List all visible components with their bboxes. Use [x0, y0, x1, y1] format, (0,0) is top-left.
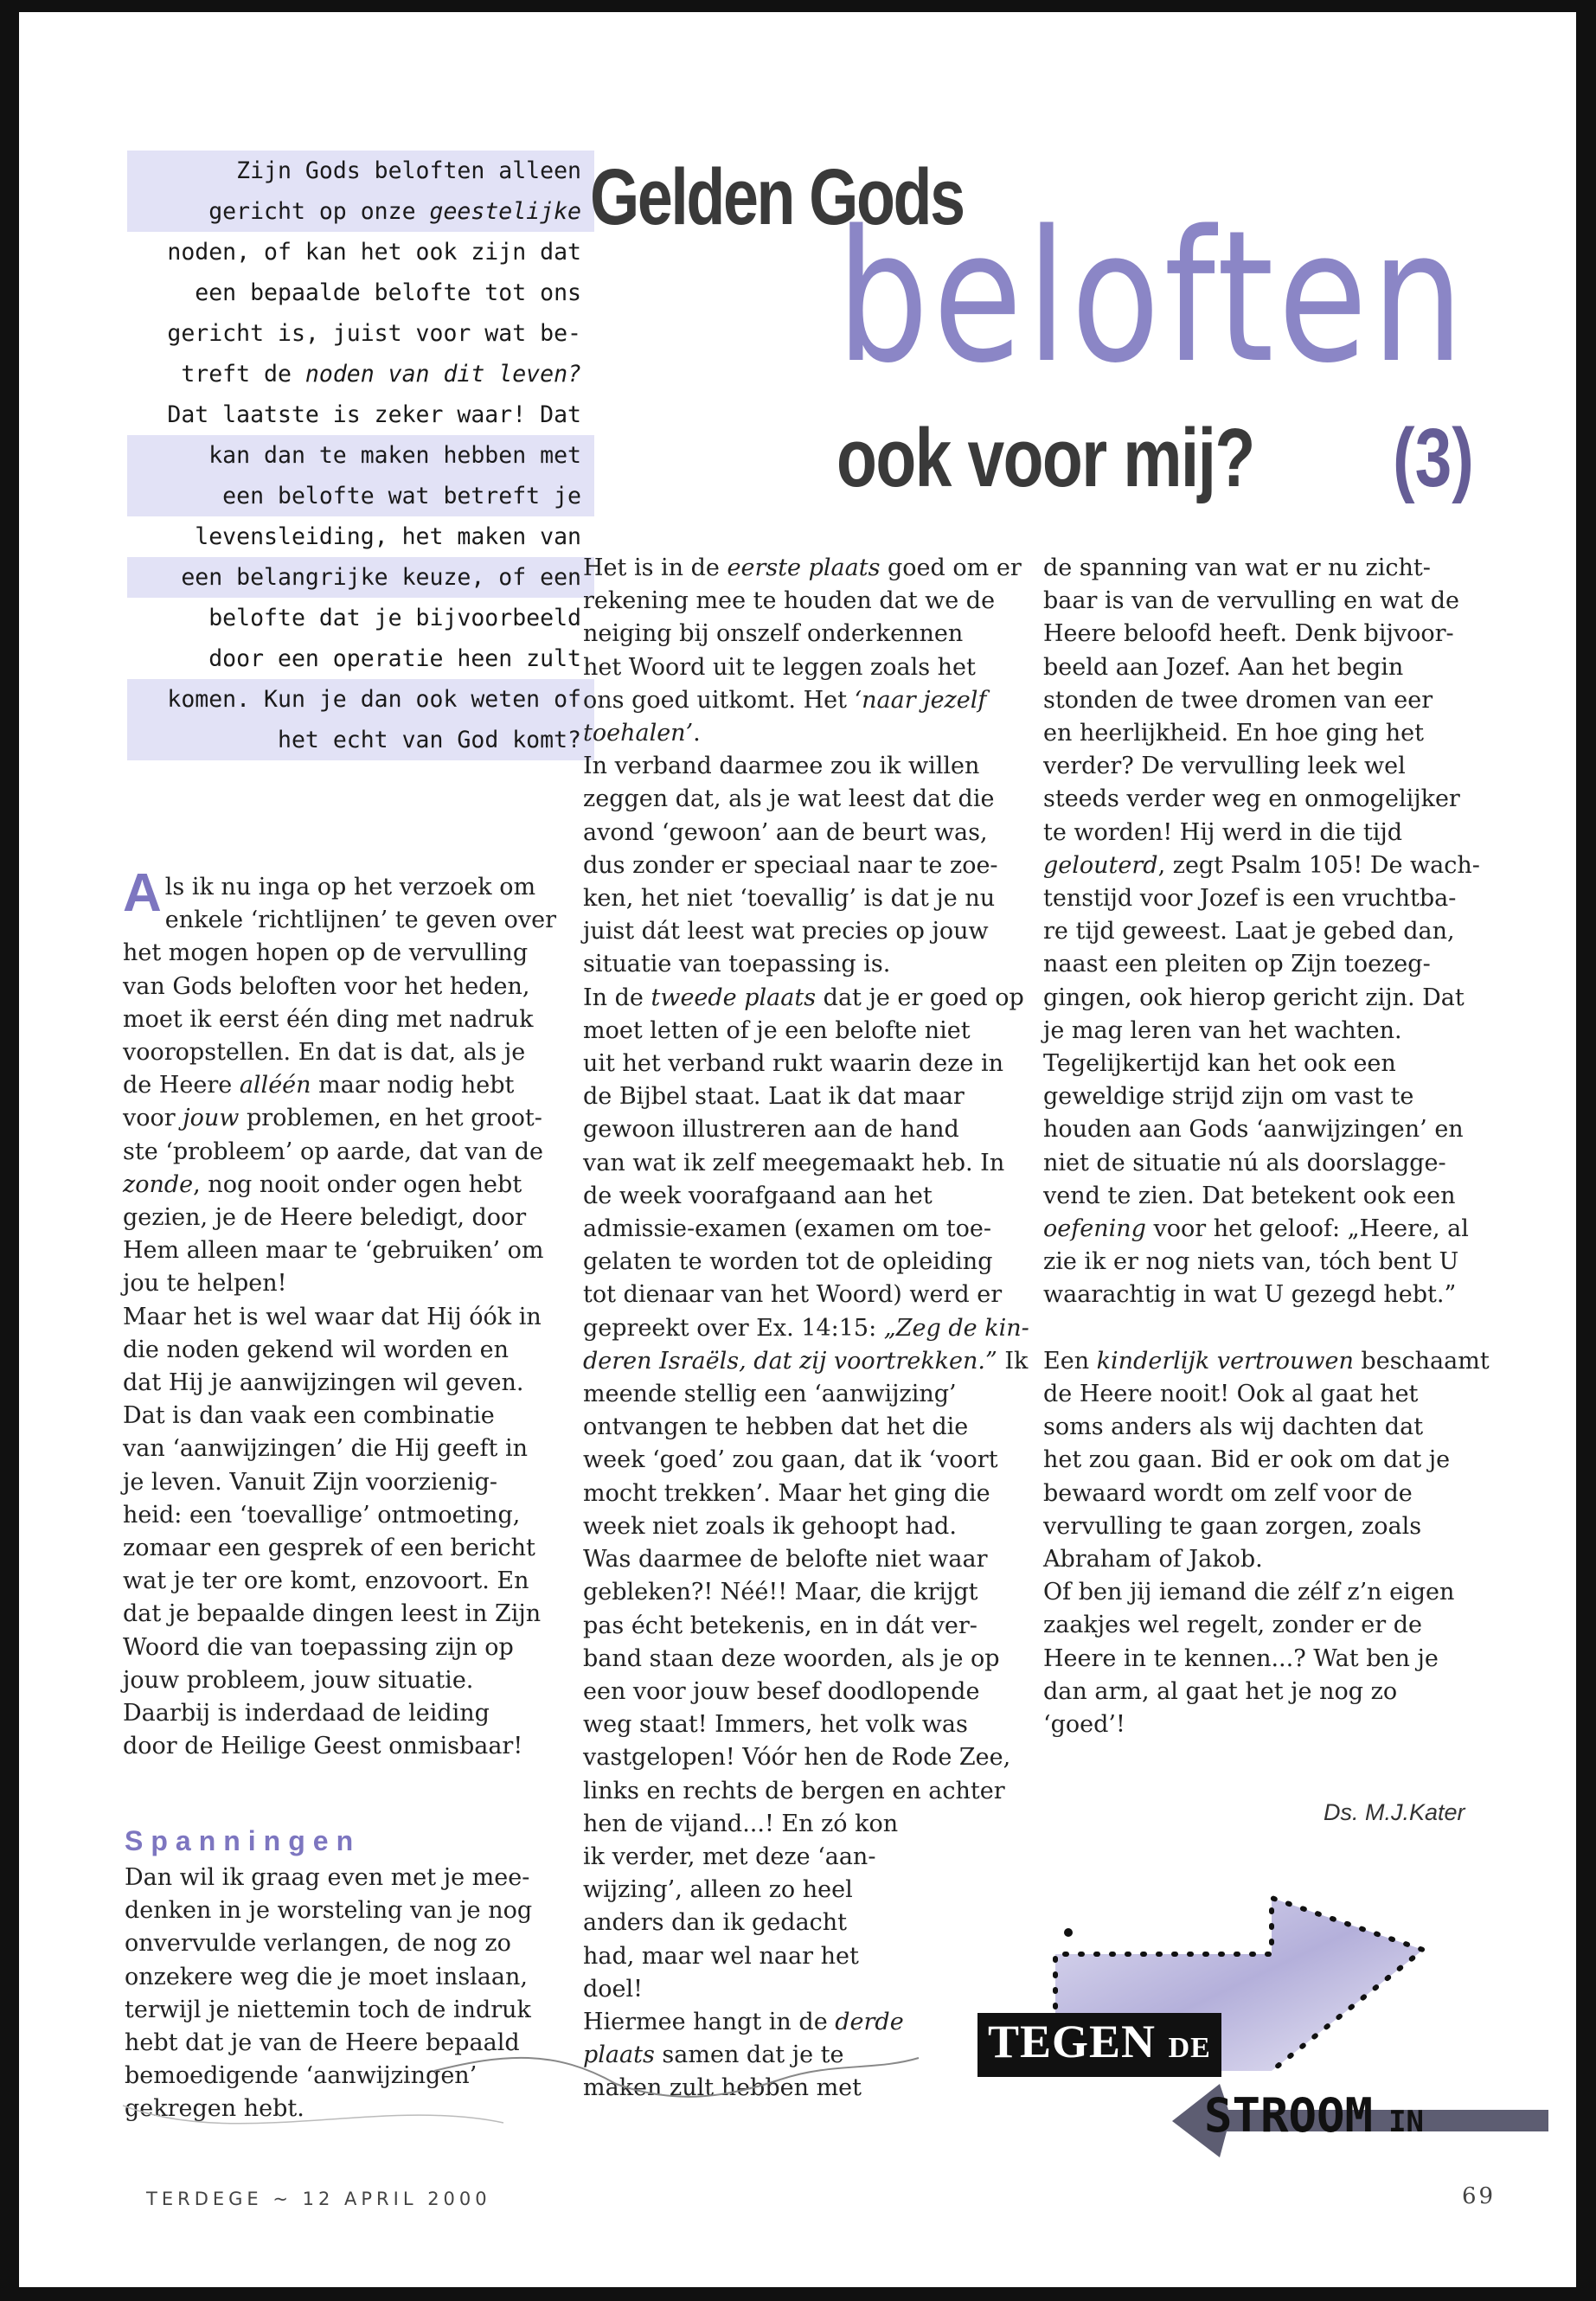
text-line: [123, 1730, 573, 1763]
text-run: de Heere: [123, 1072, 240, 1099]
intro-pullquote: [127, 151, 594, 760]
text-run: moet letten of je een belofte niet: [583, 1016, 971, 1044]
text-run: ste ‘probleem’ op aarde, dat van de: [123, 1138, 543, 1165]
text-line: [583, 684, 1029, 717]
text-run: Een: [1043, 1347, 1097, 1375]
text-line: [123, 904, 573, 937]
text-line: [1043, 1378, 1489, 1411]
text-line: [583, 915, 1029, 948]
text-run: en heerlijkheid. En hoe ging het: [1043, 720, 1424, 747]
italic-text: toehalen’: [583, 720, 694, 747]
page-number: 69: [1462, 2183, 1497, 2209]
text-run: een bepaalde belofte tot ons: [195, 279, 581, 306]
text-run: ik verder, met deze ‘aan-: [583, 1843, 876, 1870]
text-run: jouw probleem, jouw situatie.: [123, 1666, 474, 1694]
intro-line: [127, 638, 594, 679]
text-line: [1043, 618, 1489, 651]
logo-word-tegen: TEGEN DE: [977, 2013, 1221, 2077]
italic-text: kinderlijk vertrouwen: [1096, 1347, 1354, 1375]
text-line: [583, 1411, 1029, 1444]
text-run: , nog nooit onder ogen hebt: [193, 1170, 522, 1198]
text-line: [583, 882, 1029, 915]
intro-line: [127, 272, 594, 313]
intro-line: [127, 313, 594, 354]
text-run: soms anders als wij dachten dat: [1043, 1413, 1424, 1441]
text-run: .: [693, 720, 701, 747]
text-line: [1043, 849, 1489, 882]
text-run: mocht trekken’. Maar het ging die: [583, 1479, 990, 1507]
text-line: [123, 1433, 573, 1465]
title-line-3: ook voor mij?: [836, 412, 1254, 504]
text-line: [123, 937, 573, 970]
text-run: bewaard wordt om zelf voor de: [1043, 1479, 1413, 1507]
text-run: Of ben jij iemand die zélf z’n eigen: [1043, 1579, 1455, 1606]
text-run: meende stellig een ‘aanwijzing’: [583, 1381, 957, 1408]
text-line: [123, 1532, 573, 1565]
text-line: [1043, 1444, 1489, 1477]
text-run: gelaten te worden tot de opleiding: [583, 1248, 993, 1276]
text-run: week ‘goed’ zou gaan, dat ik ‘voort: [583, 1446, 998, 1474]
italic-text: „Zeg de kin-: [883, 1314, 1029, 1342]
italic-text: plaats: [583, 2041, 655, 2069]
italic-text: oefening: [1043, 1215, 1146, 1243]
text-line: [123, 1036, 573, 1069]
text-run: enkele ‘richtlijnen’ te geven over: [164, 907, 557, 934]
text-line: [125, 1894, 574, 1927]
text-run: Maar het is wel waar dat Hij óók in: [123, 1303, 542, 1330]
text-run: rekening mee te houden dat we de: [583, 587, 996, 615]
text-run: In verband daarmee zou ik willen: [583, 753, 980, 780]
text-line: [1043, 1113, 1489, 1146]
text-run: vend te zien. Dat betekent ook een: [1043, 1182, 1456, 1209]
text-run: dus zonder er speciaal naar te zoe-: [583, 851, 998, 879]
text-run: steeds verder weg en onmogelijker: [1043, 785, 1460, 813]
text-line: [125, 1994, 574, 2027]
italic-text: jouw: [183, 1105, 240, 1132]
text-line: [125, 2060, 574, 2093]
logo-word-stroom: STROOM IN: [1204, 2088, 1425, 2143]
text-line: [1043, 1015, 1489, 1048]
title-line-2: beloften: [836, 191, 1468, 403]
text-run: gericht is, juist voor wat be-: [167, 320, 581, 347]
text-run: beschaamt: [1353, 1347, 1490, 1375]
text-line: [583, 552, 1029, 585]
text-run: dat je bepaalde dingen leest in Zijn: [123, 1600, 542, 1628]
text-line: [123, 1301, 573, 1334]
text-run: maar nodig hebt: [311, 1072, 515, 1099]
column-1: [123, 863, 573, 1763]
text-line: [583, 651, 1029, 684]
text-run: denken in je worsteling van je nog: [125, 1897, 533, 1925]
text-line: [1043, 717, 1489, 750]
text-run: Het is in de: [583, 554, 727, 581]
text-run: In de: [583, 984, 651, 1011]
text-run: een belangrijke keuze, of een: [181, 564, 581, 591]
text-run: van Gods beloften voor het heden,: [123, 972, 530, 1000]
text-run: vervulling te gaan zorgen, zoals: [1043, 1512, 1422, 1540]
text-line: [1043, 651, 1489, 684]
text-run: voor: [123, 1105, 183, 1132]
text-line: [123, 1267, 573, 1300]
text-line: [1043, 552, 1489, 585]
text-line: [1043, 982, 1489, 1015]
text-run: voor het geloof: „Heere, al: [1145, 1215, 1469, 1243]
italic-text: eerste plaats: [727, 554, 881, 581]
text-run: zeggen dat, als je wat leest dat die: [583, 785, 995, 813]
text-run: de spanning van wat er nu zicht-: [1043, 554, 1431, 581]
text-line: [583, 948, 1029, 981]
text-run: niet de situatie nú als doorslagge-: [1043, 1149, 1446, 1176]
text-run: avond ‘gewoon’ aan de beurt was,: [583, 818, 988, 846]
text-run: vastgelopen! Vóór hen de Rode Zee,: [583, 1744, 1011, 1772]
text-run: je mag leren van het wachten.: [1043, 1016, 1402, 1044]
text-line: [583, 1808, 1029, 1841]
text-run: tot dienaar van het Woord) werd er: [583, 1281, 1003, 1309]
text-run: die noden gekend wil worden en: [123, 1336, 510, 1363]
text-line: [123, 1664, 573, 1697]
text-line: [123, 1367, 573, 1400]
text-run: neiging bij onszelf onderkennen: [583, 620, 964, 648]
text-line: [583, 1676, 1029, 1708]
text-run: het mogen hopen op de vervulling: [123, 939, 529, 967]
text-run: Abraham of Jakob.: [1043, 1546, 1263, 1574]
text-run: onzekere weg die je moet inslaan,: [125, 1963, 528, 1990]
intro-line: [127, 394, 594, 435]
text-line: [583, 1279, 1029, 1311]
column-1-lines: [123, 904, 573, 1763]
text-run: weg staat! Immers, het volk was: [583, 1711, 968, 1739]
footer-publication: TERDEGE ~ 12 APRIL 2000: [146, 2189, 491, 2209]
text-line: [1043, 1708, 1489, 1741]
text-run: kan dan te maken hebben met: [208, 442, 581, 469]
text-run: Heere in te kennen...? Wat ben je: [1043, 1644, 1439, 1672]
text-line: [583, 1080, 1029, 1113]
text-line: [1043, 1080, 1489, 1113]
text-line: [1043, 882, 1489, 915]
text-line: [1043, 783, 1489, 816]
intro-line: [127, 151, 594, 191]
column-1-line: ls ik nu inga op het verzoek om: [164, 874, 536, 901]
text-line: [123, 1400, 573, 1433]
title-part-number: (3): [1393, 412, 1474, 504]
text-line: [1043, 585, 1489, 618]
italic-text: tweede plaats: [651, 984, 817, 1011]
text-line: [1043, 1576, 1489, 1609]
text-run: het Woord uit te leggen zoals het: [583, 653, 976, 681]
text-line: [1043, 948, 1489, 981]
text-run: zie ik er nog niets van, tóch bent U: [1043, 1248, 1459, 1276]
intro-line: [127, 679, 594, 720]
text-line: [583, 1576, 1029, 1609]
text-run: dan arm, al gaat het je nog zo: [1043, 1677, 1398, 1705]
column-1-first-paragraph: [123, 863, 573, 1763]
text-run: gewoon illustreren aan de hand: [583, 1116, 959, 1144]
text-line: [583, 1048, 1029, 1080]
text-run: ken, het niet ‘toevallig’ is dat je nu: [583, 885, 996, 913]
text-run: gekregen hebt.: [125, 2095, 304, 2123]
italic-text: derde: [835, 2008, 904, 2035]
text-line: [583, 1610, 1029, 1643]
text-run: , zegt Psalm 105! De wach-: [1157, 851, 1480, 879]
text-run: hebt dat je van de Heere bepaald: [125, 2029, 520, 2057]
text-line: [123, 1565, 573, 1598]
text-run: band staan deze woorden, als je op: [583, 1644, 1000, 1672]
text-run: stonden de twee dromen van eer: [1043, 686, 1433, 714]
text-run: komen. Kun je dan ook weten of: [167, 686, 581, 713]
text-run: bemoedigende ‘aanwijzingen’: [125, 2062, 478, 2090]
text-run: een belofte wat betreft je: [222, 483, 581, 510]
text-run: gebleken?! Néé!! Maar, die krijgt: [583, 1579, 978, 1606]
text-run: baar is van de vervulling en wat de: [1043, 587, 1460, 615]
text-line: [583, 1312, 1029, 1345]
intro-line: [127, 598, 594, 638]
text-run: Woord die van toepassing zijn op: [123, 1633, 514, 1661]
text-line: [583, 618, 1029, 651]
intro-line: [127, 435, 594, 476]
text-line: [123, 1169, 573, 1202]
text-line: [1043, 750, 1489, 783]
author-signature: Ds. M.J.Kater: [1324, 1799, 1465, 1825]
text-line: [1043, 1279, 1489, 1311]
text-line: [123, 971, 573, 1003]
text-line: [1043, 1411, 1489, 1444]
text-line: [583, 1147, 1029, 1180]
text-line: [1043, 1246, 1489, 1279]
text-run: terwijl je niettemin toch de indruk: [125, 1996, 531, 2023]
text-run: dat je er goed op: [816, 984, 1024, 1011]
intro-line: [127, 232, 594, 272]
text-line: [583, 1775, 1029, 1808]
text-run: de week voorafgaand aan het: [583, 1182, 933, 1209]
text-run: Zijn Gods beloften alleen: [236, 157, 581, 184]
text-line: [123, 1631, 573, 1664]
text-run: levensleiding, het maken van: [195, 523, 581, 550]
text-line: [123, 1202, 573, 1234]
scan-border: [0, 2287, 1596, 2301]
paragraph-gap: [1043, 1312, 1489, 1345]
text-line: [123, 1499, 573, 1532]
text-run: noden, of kan het ook zijn dat: [167, 239, 581, 266]
text-line: [583, 1510, 1029, 1543]
text-line: [1043, 1643, 1489, 1676]
text-line: [583, 585, 1029, 618]
text-run: Dat is dan vaak een combinatie: [123, 1402, 495, 1430]
text-run: door een operatie heen zult: [208, 645, 581, 672]
column-1-section-2: [125, 1862, 574, 2126]
text-line: [1043, 684, 1489, 717]
text-line: [123, 1069, 573, 1102]
italic-text: deren Israëls, dat zij voortrekken.”: [583, 1347, 997, 1375]
italic-text: alléén: [239, 1072, 311, 1099]
text-run: treft de: [181, 361, 305, 388]
text-run: hen de vijand...! En zó kon: [583, 1810, 899, 1837]
text-line: [123, 1697, 573, 1730]
text-run: beeld aan Jozef. Aan het begin: [1043, 653, 1404, 681]
text-run: problemen, en het groot-: [239, 1105, 542, 1132]
text-run: een voor jouw besef doodlopende: [583, 1677, 980, 1705]
text-line: [583, 1708, 1029, 1741]
text-line: [125, 1961, 574, 1994]
text-line: [583, 1477, 1029, 1510]
text-run: pas écht betekenis, en in dát ver-: [583, 1612, 977, 1639]
text-line: [583, 1444, 1029, 1477]
text-line: [583, 849, 1029, 882]
text-run: van wat ik zelf meegemaakt heb. In: [583, 1149, 1005, 1176]
text-run: re tijd geweest. Laat je gebed dan,: [1043, 918, 1455, 945]
text-run: naast een pleiten op Zijn toezeg-: [1043, 951, 1431, 978]
text-run: wat je ter ore komt, enzovoort. En: [123, 1567, 529, 1595]
text-run: het echt van God komt?: [278, 727, 581, 753]
text-line: [1043, 1609, 1489, 1642]
text-run: anders dan ik gedacht: [583, 1909, 848, 1937]
text-run: ons goed uitkomt. Het: [583, 686, 855, 714]
text-run: doel!: [583, 1975, 644, 2003]
text-run: situatie van toepassing is.: [583, 951, 891, 978]
text-line: [125, 1862, 574, 1894]
italic-text: zonde: [123, 1170, 194, 1198]
text-line: [583, 1378, 1029, 1411]
text-run: had, maar wel naar het: [583, 1942, 859, 1970]
text-run: goed om er: [880, 554, 1022, 581]
text-run: te worden! Hij werd in die tijd: [1043, 818, 1402, 846]
text-run: je leven. Vanuit Zijn voorzienig-: [123, 1468, 497, 1496]
text-run: Dat laatste is zeker waar! Dat: [167, 401, 581, 428]
text-run: de Bijbel staat. Laat ik dat maar: [583, 1083, 965, 1111]
text-run: vooropstellen. En dat is dat, als je: [123, 1039, 526, 1067]
text-line: [583, 1015, 1029, 1048]
text-line: [1043, 1676, 1489, 1708]
text-run: Daarbij is inderdaad de leiding: [123, 1700, 490, 1727]
text-line: [1043, 817, 1489, 849]
text-line: [1043, 1147, 1489, 1180]
text-line: [1043, 1477, 1489, 1510]
text-run: zomaar een gesprek of een bericht: [123, 1535, 535, 1562]
text-line: [123, 1003, 573, 1036]
text-line: [123, 1136, 573, 1169]
text-line: [1043, 1180, 1489, 1213]
text-line: [1043, 1213, 1489, 1246]
text-run: verder? De vervulling leek wel: [1043, 753, 1406, 780]
text-run: ontvangen te hebben dat het die: [583, 1413, 969, 1441]
text-run: Was daarmee de belofte niet waar: [583, 1546, 988, 1574]
section-heading: Spanningen: [125, 1825, 362, 1856]
drop-cap: A: [123, 863, 162, 923]
text-line: [123, 1334, 573, 1367]
text-run: admissie-examen (examen om toe-: [583, 1215, 991, 1243]
text-run: het zou gaan. Bid er ook om dat je: [1043, 1446, 1451, 1474]
intro-line: [127, 191, 594, 232]
text-run: week niet zoals ik gehoopt had.: [583, 1512, 957, 1540]
text-line: [125, 1927, 574, 1960]
text-run: geweldige strijd zijn om vast te: [1043, 1083, 1414, 1111]
text-run: gezien, je de Heere beledigt, door: [123, 1204, 527, 1232]
text-run: waarachtig in wat U gezegd hebt.”: [1043, 1281, 1457, 1309]
italic-text: gelouterd: [1043, 851, 1158, 879]
text-line: [583, 1180, 1029, 1213]
text-run: ‘goed’!: [1043, 1711, 1125, 1739]
text-line: [1043, 1345, 1489, 1378]
italic-text: noden van dit leven?: [304, 361, 581, 388]
text-line: [583, 717, 1029, 750]
intro-line: [127, 516, 594, 557]
text-line: [583, 982, 1029, 1015]
text-run: maken zult hebben met: [583, 2074, 862, 2102]
text-run: juist dát leest wat precies op jouw: [583, 918, 989, 945]
text-line: [583, 783, 1029, 816]
text-run: zaakjes wel regelt, zonder er de: [1043, 1612, 1423, 1639]
text-run: Hiermee hangt in de: [583, 2008, 836, 2035]
text-line: [583, 1643, 1029, 1676]
text-run: Ik: [997, 1347, 1029, 1375]
intro-line: [127, 354, 594, 394]
text-line: [1043, 915, 1489, 948]
text-run: gepreekt over Ex. 14:15:: [583, 1314, 884, 1342]
text-line: [1043, 1510, 1489, 1543]
column-3: [1043, 552, 1489, 1741]
text-line: [583, 750, 1029, 783]
text-run: belofte dat je bijvoorbeeld: [208, 605, 581, 631]
text-run: Tegelijkertijd kan het ook een: [1043, 1050, 1396, 1078]
text-run: gingen, ook hierop gericht zijn. Dat: [1043, 984, 1465, 1011]
text-run: onvervulde verlangen, de nog zo: [125, 1930, 511, 1958]
text-line: [583, 1543, 1029, 1576]
intro-line: [127, 476, 594, 516]
intro-line: [127, 720, 594, 760]
text-line: [583, 1113, 1029, 1146]
text-run: gericht op onze: [208, 198, 430, 225]
text-line: [125, 2027, 574, 2060]
italic-text: ‘naar jezelf: [854, 686, 987, 714]
italic-text: geestelijke: [429, 198, 581, 225]
text-run: uit het verband rukt waarin deze in: [583, 1050, 1004, 1078]
text-line: [1043, 1543, 1489, 1576]
text-line: [583, 1213, 1029, 1246]
magazine-page: [19, 12, 1576, 2287]
text-line: [583, 1741, 1029, 1774]
text-run: Dan wil ik graag even met je mee-: [125, 1864, 530, 1891]
text-run: van ‘aanwijzingen’ die Hij geeft in: [123, 1435, 528, 1463]
text-line: [583, 1345, 1029, 1378]
title-line-1: Gelden Gods: [590, 153, 964, 241]
text-run: samen dat je te: [654, 2041, 844, 2069]
intro-line: [127, 557, 594, 598]
text-run: houden aan Gods ‘aanwijzingen’ en: [1043, 1116, 1464, 1144]
text-line: [123, 1234, 573, 1267]
text-run: moet ik eerst één ding met nadruk: [123, 1005, 534, 1033]
text-run: heid: een ‘toevallige’ ontmoeting,: [123, 1501, 521, 1529]
text-line: [123, 1598, 573, 1631]
text-run: de Heere nooit! Ook al gaat het: [1043, 1381, 1419, 1408]
text-run: door de Heilige Geest onmisbaar!: [123, 1733, 523, 1760]
text-line: [583, 1246, 1029, 1279]
text-line: [125, 2093, 574, 2125]
text-run: Heere beloofd heeft. Denk bijvoor-: [1043, 620, 1454, 648]
text-line: [123, 1102, 573, 1135]
text-run: dat Hij je aanwijzingen wil geven.: [123, 1369, 524, 1397]
text-line: [123, 1466, 573, 1499]
text-line: [583, 817, 1029, 849]
text-line: [1043, 1048, 1489, 1080]
text-run: links en rechts de bergen en achter: [583, 1777, 1005, 1804]
text-run: jou te helpen!: [123, 1270, 287, 1298]
text-run: Hem alleen maar te ‘gebruiken’ om: [123, 1237, 544, 1265]
text-run: wijzing’, alleen zo heel: [583, 1876, 853, 1904]
text-run: tenstijd voor Jozef is een vruchtba-: [1043, 885, 1457, 913]
